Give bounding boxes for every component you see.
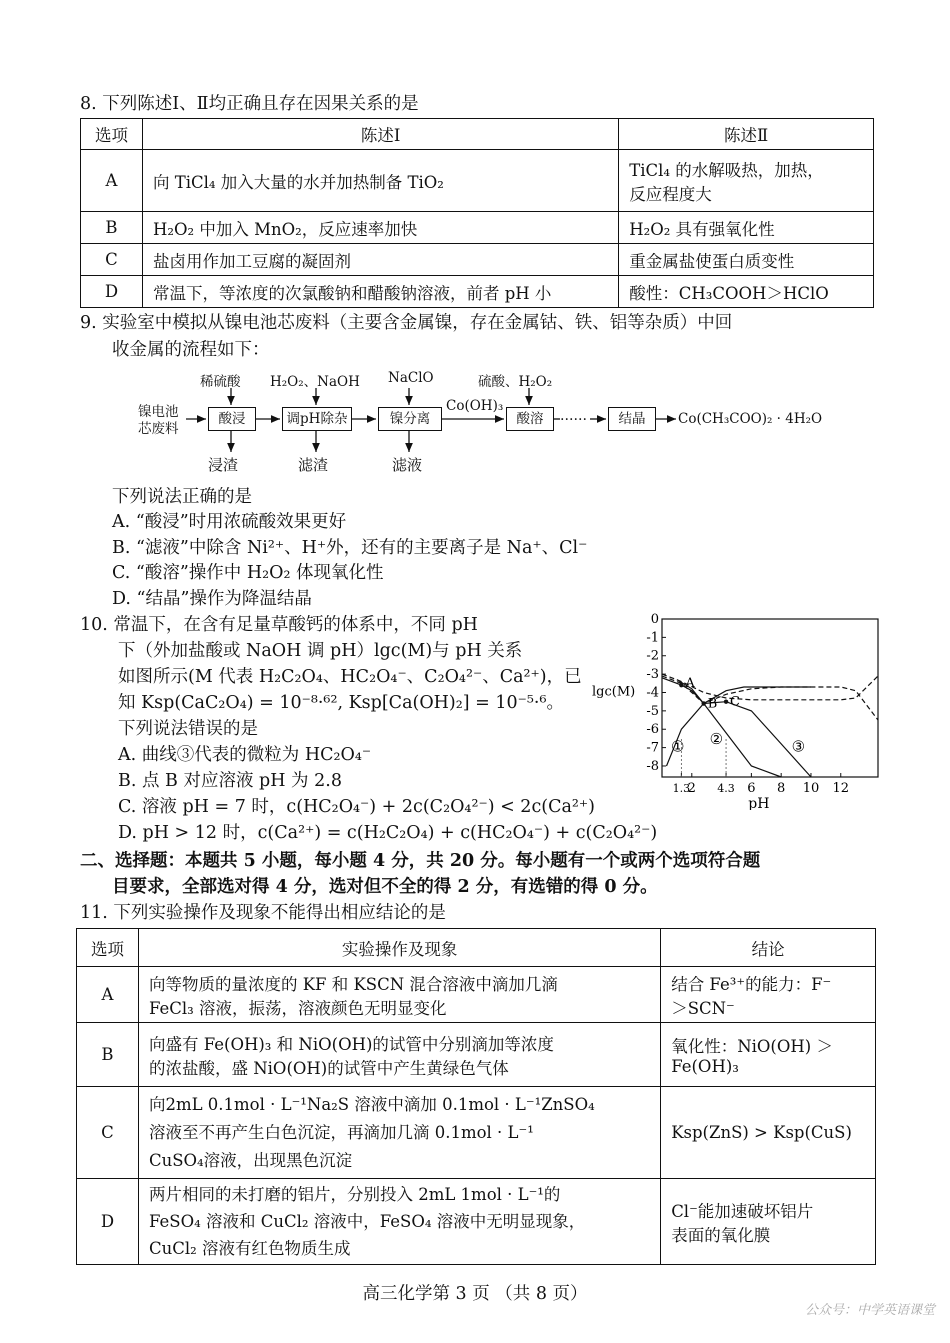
- q8-stem: 8. 下列陈述Ⅰ、Ⅱ均正确且存在因果关系的是: [80, 94, 419, 114]
- point-label-A: A: [685, 676, 695, 692]
- q10-option-b: B. 点 B 对应溶液 pH 为 2.8: [118, 771, 342, 791]
- x-tick-label: 12: [832, 781, 850, 796]
- x-tick-label: 2: [687, 781, 696, 796]
- option-letter: B: [77, 1023, 139, 1087]
- q10-option-c: C. 溶液 pH = 7 时，c(HC₂O₄⁻) + 2c(C₂O₄²⁻) < 2c(Ca²⁺): [118, 797, 595, 817]
- option-letter: C: [77, 1087, 139, 1179]
- table-row: [77, 1023, 876, 1087]
- conclusion: Ksp(ZnS) > Ksp(CuS): [661, 1087, 876, 1179]
- page-footer: 高三化学第 3 页 （共 8 页）: [362, 1284, 588, 1304]
- q8-header-s1: 陈述Ⅰ: [142, 119, 618, 150]
- flow-arrows: [0, 0, 950, 500]
- flow-box-ni-separation: 镍分离: [378, 407, 442, 431]
- statement-1: 向 TiCl₄ 加入大量的水并加热制备 TiO₂: [142, 150, 618, 212]
- q10-line-3: 如图所示(M 代表 H₂C₂O₄、HC₂O₄⁻、C₂O₄²⁻、Ca²⁺)，已: [118, 667, 582, 687]
- option-letter: A: [81, 150, 143, 212]
- curve-label-1: ①: [670, 737, 685, 756]
- q8-header-s2: 陈述Ⅱ: [619, 119, 874, 150]
- q9-ask: 下列说法正确的是: [112, 487, 252, 507]
- point-label-B: B: [707, 696, 718, 712]
- option-letter: C: [81, 244, 143, 276]
- section2-line-2: 目要求，全部选对得 4 分，选对但不全的得 2 分，有选错的得 0 分。: [112, 877, 658, 897]
- q9-option-c: C. “酸溶”操作中 H₂O₂ 体现氧化性: [112, 563, 384, 583]
- x-tick-label: 10: [802, 781, 820, 796]
- y-tick-label: -5: [646, 703, 659, 719]
- curve-label-2: ②: [709, 729, 724, 748]
- watermark: 公众号：中学英语课堂: [804, 1303, 935, 1318]
- q11-header-operation: 实验操作及现象: [138, 929, 660, 967]
- y-tick-label: 0: [650, 612, 659, 627]
- conclusion: 结合 Fe³⁺的能力：F⁻ ＞SCN⁻: [661, 967, 876, 1023]
- y-tick-label: -8: [646, 758, 659, 774]
- q9-stem-2: 收金属的流程如下：: [112, 340, 270, 360]
- x-tick-label: 4.3: [717, 782, 735, 795]
- statement-2: H₂O₂ 具有强氧化性: [619, 212, 874, 244]
- q9-option-b: B. “滤液”中除含 Ni²⁺、H⁺外，还有的主要离子是 Na⁺、Cl⁻: [112, 538, 588, 558]
- q10-line-4: 知 Ksp(CaC₂O₄) = 10⁻⁸·⁶², Ksp[Ca(OH)₂] = 10⁻⁵·⁶。: [118, 693, 564, 713]
- plot-frame: [662, 619, 878, 777]
- q11-table: [76, 928, 876, 1265]
- flow-box-crystallize: 结晶: [608, 407, 656, 431]
- operation: 向盛有 Fe(OH)₃ 和 NiO(OH)的试管中分别滴加等浓度 的浓盐酸，盛 NiO(OH)的试管中产生黄绿色气体: [138, 1023, 660, 1087]
- y-tick-label: -4: [646, 685, 659, 701]
- operation: 两片相同的未打磨的铝片，分别投入 2mL 1mol · L⁻¹的 FeSO₄ 溶液和 CuCl₂ 溶液中，FeSO₄ 溶液中无明显现象， CuCl₂ 溶液有红色物质生成: [138, 1179, 660, 1265]
- x-tick-label: 6: [747, 781, 756, 796]
- x-tick-label: 8: [777, 781, 786, 796]
- q9-option-a: A. “酸浸”时用浓硫酸效果更好: [112, 512, 347, 532]
- q9-stem-1: 9. 实验室中模拟从镍电池芯废料（主要含金属镍，存在金属钴、铁、铝等杂质）中回: [80, 313, 733, 333]
- flow-box-acid-leach: 酸浸: [208, 407, 256, 431]
- point-B: [702, 701, 706, 705]
- option-letter: D: [81, 276, 143, 308]
- y-tick-label: -2: [646, 648, 659, 664]
- flow-box-ph-adjust: 调pH除杂: [282, 407, 352, 431]
- statement-1: 盐卤用作加工豆腐的凝固剂: [142, 244, 618, 276]
- series-line-3: [677, 680, 811, 777]
- x-axis-label: pH: [748, 796, 770, 810]
- q10-line-1: 10. 常温下，在含有足量草酸钙的体系中，不同 pH: [80, 615, 478, 635]
- conclusion: Cl⁻能加速破坏铝片 表面的氧化膜: [661, 1179, 876, 1265]
- option-letter: A: [77, 967, 139, 1023]
- statement-2: 重金属盐使蛋白质变性: [619, 244, 874, 276]
- flow-box-acid-dissolve: 酸溶: [506, 407, 554, 431]
- q10-option-a: A. 曲线③代表的微粒为 HC₂O₄⁻: [118, 745, 372, 765]
- statement-1: 常温下，等浓度的次氯酸钠和醋酸钠溶液，前者 pH 小: [142, 276, 618, 308]
- y-tick-label: -3: [646, 667, 659, 683]
- conclusion: 氧化性：NiO(OH) ＞ Fe(OH)₃: [661, 1023, 876, 1087]
- q10-option-d: D. pH > 12 时，c(Ca²⁺) = c(H₂C₂O₄) + c(HC₂O₄⁻) + c(C₂O₄²⁻): [118, 823, 658, 843]
- y-axis-label: lgc(M): [592, 684, 636, 700]
- q11-header-option: 选项: [77, 929, 139, 967]
- curve-label-3: ③: [791, 737, 806, 756]
- y-tick-label: -1: [646, 630, 659, 646]
- q11-stem: 11. 下列实验操作及现象不能得出相应结论的是: [80, 903, 446, 923]
- q10-line-5: 下列说法错误的是: [118, 719, 258, 739]
- y-tick-label: -7: [646, 740, 659, 756]
- q10-line-2: 下（外加盐酸或 NaOH 调 pH）lgc(M)与 pH 关系: [118, 641, 523, 661]
- y-tick-label: -6: [646, 722, 659, 738]
- operation: 向2mL 0.1mol · L⁻¹Na₂S 溶液中滴加 0.1mol · L⁻¹ZnSO₄ 溶液至不再产生白色沉淀，再滴加几滴 0.1mol · L⁻¹ CuSO₄溶液，出现黑色沉淀: [138, 1087, 660, 1179]
- section2-line-1: 二、选择题：本题共 5 小题，每小题 4 分，共 20 分。每小题有一个或两个选项符合题: [80, 851, 761, 871]
- statement-2: 酸性：CH₃COOH＞HClO: [619, 276, 874, 308]
- q9-option-d: D. “结晶”操作为降温结晶: [112, 589, 312, 609]
- table-row: [77, 1087, 876, 1179]
- q8-header-option: 选项: [81, 119, 143, 150]
- statement-1: H₂O₂ 中加入 MnO₂，反应速率加快: [142, 212, 618, 244]
- q11-header-conclusion: 结论: [661, 929, 876, 967]
- point-label-C: C: [730, 694, 741, 710]
- table-row: [77, 967, 876, 1023]
- point-A: [679, 683, 683, 687]
- table-row: [77, 1179, 876, 1265]
- operation: 向等物质的量浓度的 KF 和 KSCN 混合溶液中滴加几滴 FeCl₃ 溶液，振荡，溶液颜色无明显变化: [138, 967, 660, 1023]
- option-letter: D: [77, 1179, 139, 1265]
- x-tick-label: 1.3: [672, 782, 691, 795]
- q10-chart: [590, 605, 890, 810]
- point-C: [724, 699, 728, 703]
- statement-2: TiCl₄ 的水解吸热，加热， 反应程度大: [619, 150, 874, 212]
- option-letter: B: [81, 212, 143, 244]
